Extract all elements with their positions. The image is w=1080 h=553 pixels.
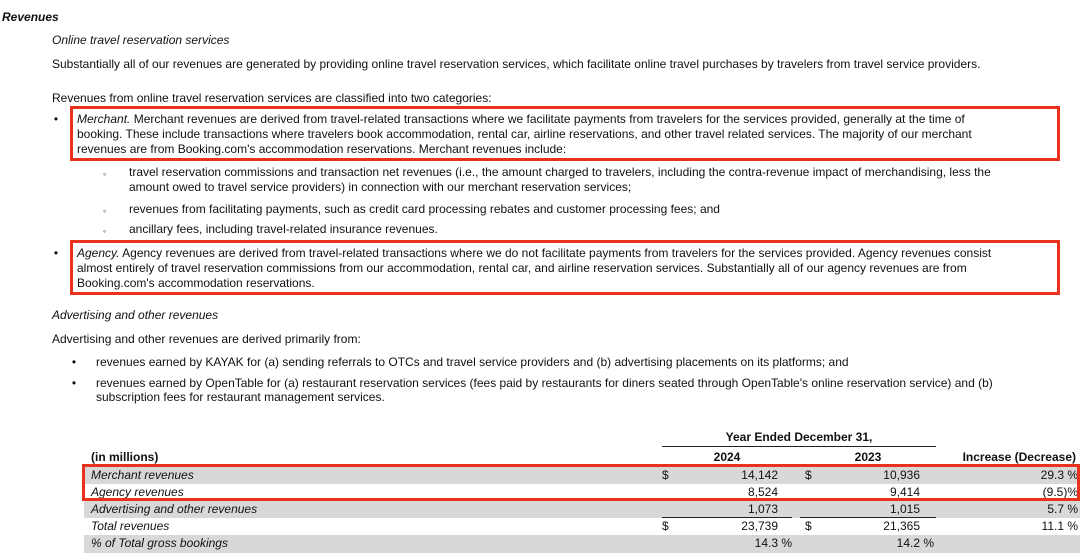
row-label: Advertising and other revenues — [91, 502, 258, 516]
row-label: Total revenues — [91, 519, 170, 533]
table-highlight-box — [82, 464, 1080, 501]
row-label: Merchant revenues — [91, 468, 194, 482]
agency-text-1: Agency revenues are derived from travel-related transactions where we do not facilitate payments from travelers for the services provided. Agency revenues consist — [119, 246, 992, 260]
online-subheading: Online travel reservation services — [52, 33, 230, 47]
advertising-item-2-line-1: revenues earned by OpenTable for (a) restaurant reservation services (fees paid by restaurants for diners seated through OpenTable's online reservation service) and (b) — [96, 376, 993, 390]
merchant-term: Merchant. — [77, 112, 131, 126]
merchant-sub-3: ancillary fees, including travel-related insurance revenues. — [129, 222, 438, 236]
row-value-2023: 14.2 % — [896, 536, 934, 550]
merchant-sub-2: revenues from facilitating payments, such as credit card processing rebates and customer processing fees; and — [129, 202, 720, 216]
advertising-item-1: revenues earned by KAYAK for (a) sending referrals to OTCs and travel service providers and (b) advertising placements on its platforms; and — [96, 355, 849, 369]
header-rule — [662, 446, 936, 447]
advertising-subheading: Advertising and other revenues — [52, 308, 219, 322]
section-heading: Revenues — [2, 10, 59, 24]
sub-bullet-icon: ◦ — [103, 226, 107, 236]
col-2023-header: 2023 — [854, 450, 882, 464]
row-label: % of Total gross bookings — [91, 536, 228, 550]
row-currency-2024: $ — [662, 468, 669, 482]
bullet-icon: • — [53, 246, 59, 260]
merchant-sub-1-line-1: travel reservation commissions and transaction net revenues (i.e., the amount charged to travelers, including the contra-revenue impact of merchandising, less the — [129, 165, 991, 179]
merchant-sub-1-line-2: amount owed to travel service providers) in connection with our merchant reservation services; — [129, 180, 632, 194]
row-change: 11.1 % — [1041, 519, 1078, 533]
sub-bullet-icon: ◦ — [103, 206, 107, 216]
col-change-header: Increase (Decrease) — [962, 450, 1076, 464]
row-change: (9.5)% — [1042, 485, 1078, 499]
bullet-icon: • — [71, 355, 77, 369]
row-value-2023: 21,365 — [883, 519, 920, 533]
row-value-2023: 10,936 — [883, 468, 920, 482]
col-2024-header: 2024 — [713, 450, 741, 464]
merchant-text-1: Merchant revenues are derived from travel-related transactions where we facilitate payments from travelers for the services provided, generally at the time of — [130, 112, 965, 126]
row-value-2023: 9,414 — [889, 485, 920, 499]
agency-term: Agency. — [77, 246, 120, 260]
categories-intro: Revenues from online travel reservation services are classified into two categories: — [52, 91, 492, 105]
row-currency-2023: $ — [805, 468, 812, 482]
units-label: (in millions) — [91, 450, 159, 464]
advertising-item-2-line-2: subscription fees for restaurant management services. — [96, 390, 385, 404]
row-currency-2023: $ — [805, 519, 812, 533]
row-change: 29.3 % — [1040, 468, 1078, 482]
row-label: Agency revenues — [91, 485, 184, 499]
row-value-2023: 1,015 — [889, 502, 920, 516]
row-value-2024: 14,142 — [741, 468, 778, 482]
row-value-2024: 1,073 — [747, 502, 778, 516]
row-currency-2024: $ — [662, 519, 669, 533]
agency-highlight-box — [70, 240, 1060, 295]
sub-bullet-icon: ◦ — [103, 169, 107, 179]
merchant-line-2: booking. These include transactions where travelers book accommodation, rental car, airline reservations, and other travel related services. The majority of our merchant — [77, 127, 972, 141]
row-value-2024: 8,524 — [747, 485, 778, 499]
agency-line-2: almost entirely of travel reservation commissions from our accommodation, rental car, and airline reservation services. Substantially all of our agency revenues are from — [77, 261, 967, 275]
bullet-icon: • — [53, 112, 59, 126]
row-value-2024: 23,739 — [741, 519, 778, 533]
bullet-icon: • — [71, 376, 77, 390]
advertising-intro: Advertising and other revenues are derived primarily from: — [52, 332, 361, 346]
row-change: 5.7 % — [1047, 502, 1078, 516]
merchant-highlight-box — [70, 106, 1060, 161]
row-value-2024: 14.3 % — [754, 536, 792, 550]
online-intro: Substantially all of our revenues are generated by providing online travel reservation services, which facilitate online travel purchases by travelers from travel service providers. — [52, 57, 981, 71]
agency-line-3: Booking.com's accommodation reservations. — [77, 276, 315, 290]
merchant-line-3: revenues are from Booking.com's accommodation reservations. Merchant revenues include: — [77, 142, 567, 156]
period-header: Year Ended December 31, — [725, 430, 873, 444]
